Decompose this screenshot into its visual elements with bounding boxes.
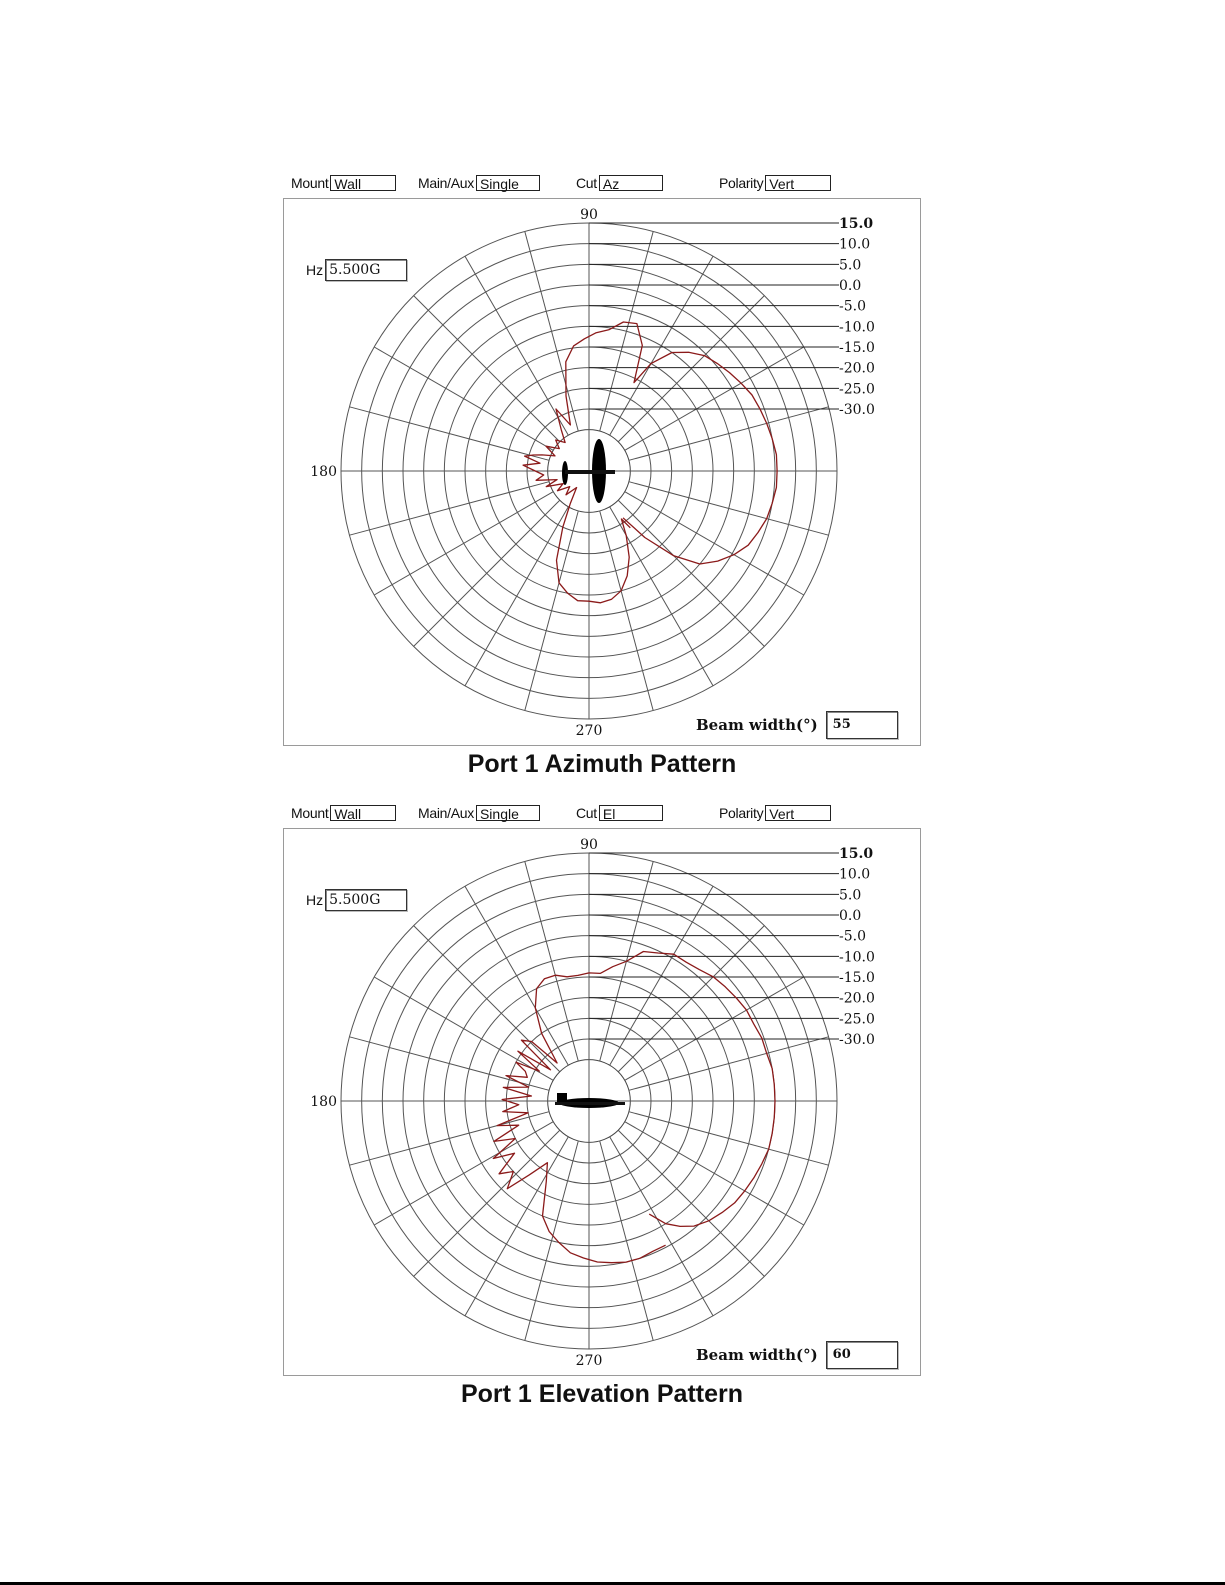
polarity-label: Polarity: [719, 175, 764, 191]
device-part: [557, 1093, 567, 1102]
grid-spoke: [618, 296, 764, 442]
radial-tick-label: -15.0: [839, 970, 875, 986]
mount-label: Mount: [291, 805, 329, 821]
grid-spoke: [600, 231, 653, 431]
chart-params-bar: [283, 800, 921, 828]
frequency-param: [306, 889, 407, 911]
radial-tick-label: 0.0: [839, 908, 862, 924]
beam-width-param: [696, 1341, 898, 1369]
polarity-label: Polarity: [719, 805, 764, 821]
beam-width-value-field[interactable]: 60: [826, 1341, 898, 1369]
radial-tick-label: 0.0: [839, 278, 862, 294]
hz-value-field[interactable]: 5.500G: [325, 889, 407, 911]
grid-spoke: [629, 1037, 829, 1090]
grid-spoke: [525, 1141, 578, 1341]
mount-label: Mount: [291, 175, 329, 191]
grid-spoke: [618, 926, 764, 1072]
mainaux-label: Main/Aux: [418, 805, 474, 821]
angle-label: 270: [575, 1353, 603, 1369]
radial-tick-label: -10.0: [839, 319, 875, 336]
cut-param: [576, 805, 663, 821]
radial-tick-label: -5.0: [839, 298, 866, 315]
grid-spoke: [349, 407, 549, 460]
device-mount: [565, 470, 615, 474]
radial-tick-label: 10.0: [839, 866, 871, 883]
grid-spoke: [414, 926, 560, 1072]
polar-chart-frame: [283, 828, 921, 1376]
grid-spoke: [618, 1130, 764, 1276]
mount-value-field[interactable]: Wall: [330, 805, 396, 821]
radial-tick-label: -25.0: [839, 1011, 875, 1028]
mainaux-value-field[interactable]: Single: [476, 805, 540, 821]
polar-chart-frame: [283, 198, 921, 746]
angle-label: 180: [310, 464, 337, 480]
cut-value-field[interactable]: El: [599, 805, 663, 821]
grid-spoke: [414, 500, 560, 646]
cut-value-field[interactable]: Az: [599, 175, 663, 191]
mainaux-param: [418, 805, 540, 821]
grid-spoke: [349, 482, 549, 535]
grid-spoke: [629, 407, 829, 460]
mainaux-value-field[interactable]: Single: [476, 175, 540, 191]
cut-label: Cut: [576, 805, 597, 821]
radial-tick-label: -5.0: [839, 928, 866, 945]
radial-tick-label: 15.0: [839, 846, 874, 862]
radial-tick-label: -10.0: [839, 949, 875, 966]
radial-tick-label: 5.0: [839, 257, 862, 274]
angle-label: 180: [310, 1094, 337, 1110]
radial-tick-label: -15.0: [839, 340, 875, 356]
polarity-param: [719, 175, 831, 191]
chart-caption: Port 1 Azimuth Pattern: [467, 750, 737, 778]
mount-value-field[interactable]: Wall: [330, 175, 396, 191]
hz-label: Hz: [306, 892, 324, 908]
beam-width-label: Beam width(°): [696, 716, 818, 734]
mount-param: [291, 175, 396, 191]
hz-value-field[interactable]: 5.500G: [325, 259, 407, 281]
mount-param: [291, 805, 396, 821]
angle-label: 90: [580, 207, 598, 223]
radial-tick-label: 10.0: [839, 236, 871, 253]
beam-width-param: [696, 711, 898, 739]
antenna-device-icon: [555, 1093, 625, 1108]
grid-spoke: [525, 861, 578, 1061]
cut-label: Cut: [576, 175, 597, 191]
polarity-value-field[interactable]: Vert: [765, 805, 831, 821]
angle-label: 270: [575, 723, 603, 739]
azimuth-chart-block: [283, 170, 921, 779]
beam-width-label: Beam width(°): [696, 1346, 818, 1364]
cut-param: [576, 175, 663, 191]
elevation-chart-block: [283, 800, 921, 1409]
grid-spoke: [629, 1112, 829, 1165]
grid-spoke: [525, 511, 578, 711]
polarity-param: [719, 805, 831, 821]
grid-spoke: [600, 1141, 653, 1341]
angle-label: 90: [580, 837, 598, 853]
mainaux-param: [418, 175, 540, 191]
chart-caption: Port 1 Elevation Pattern: [460, 1380, 744, 1408]
mainaux-label: Main/Aux: [418, 175, 474, 191]
radial-tick-label: 5.0: [839, 887, 862, 904]
polarity-value-field[interactable]: Vert: [765, 175, 831, 191]
radial-tick-label: -30.0: [839, 1032, 875, 1048]
radial-tick-label: -25.0: [839, 381, 875, 398]
radial-tick-label: 15.0: [839, 216, 874, 232]
grid-spoke: [414, 1130, 560, 1276]
radial-tick-label: -20.0: [839, 990, 875, 1007]
hz-label: Hz: [306, 262, 324, 278]
grid-spoke: [618, 500, 764, 646]
beam-width-value-field[interactable]: 55: [826, 711, 898, 739]
frequency-param: [306, 259, 407, 281]
grid-spoke: [349, 1112, 549, 1165]
grid-spoke: [629, 482, 829, 535]
grid-spoke: [414, 296, 560, 442]
radial-tick-label: -20.0: [839, 360, 875, 377]
radial-tick-label: -30.0: [839, 402, 875, 418]
grid-spoke: [525, 231, 578, 431]
chart-params-bar: [283, 170, 921, 198]
device-mount: [555, 1102, 625, 1105]
